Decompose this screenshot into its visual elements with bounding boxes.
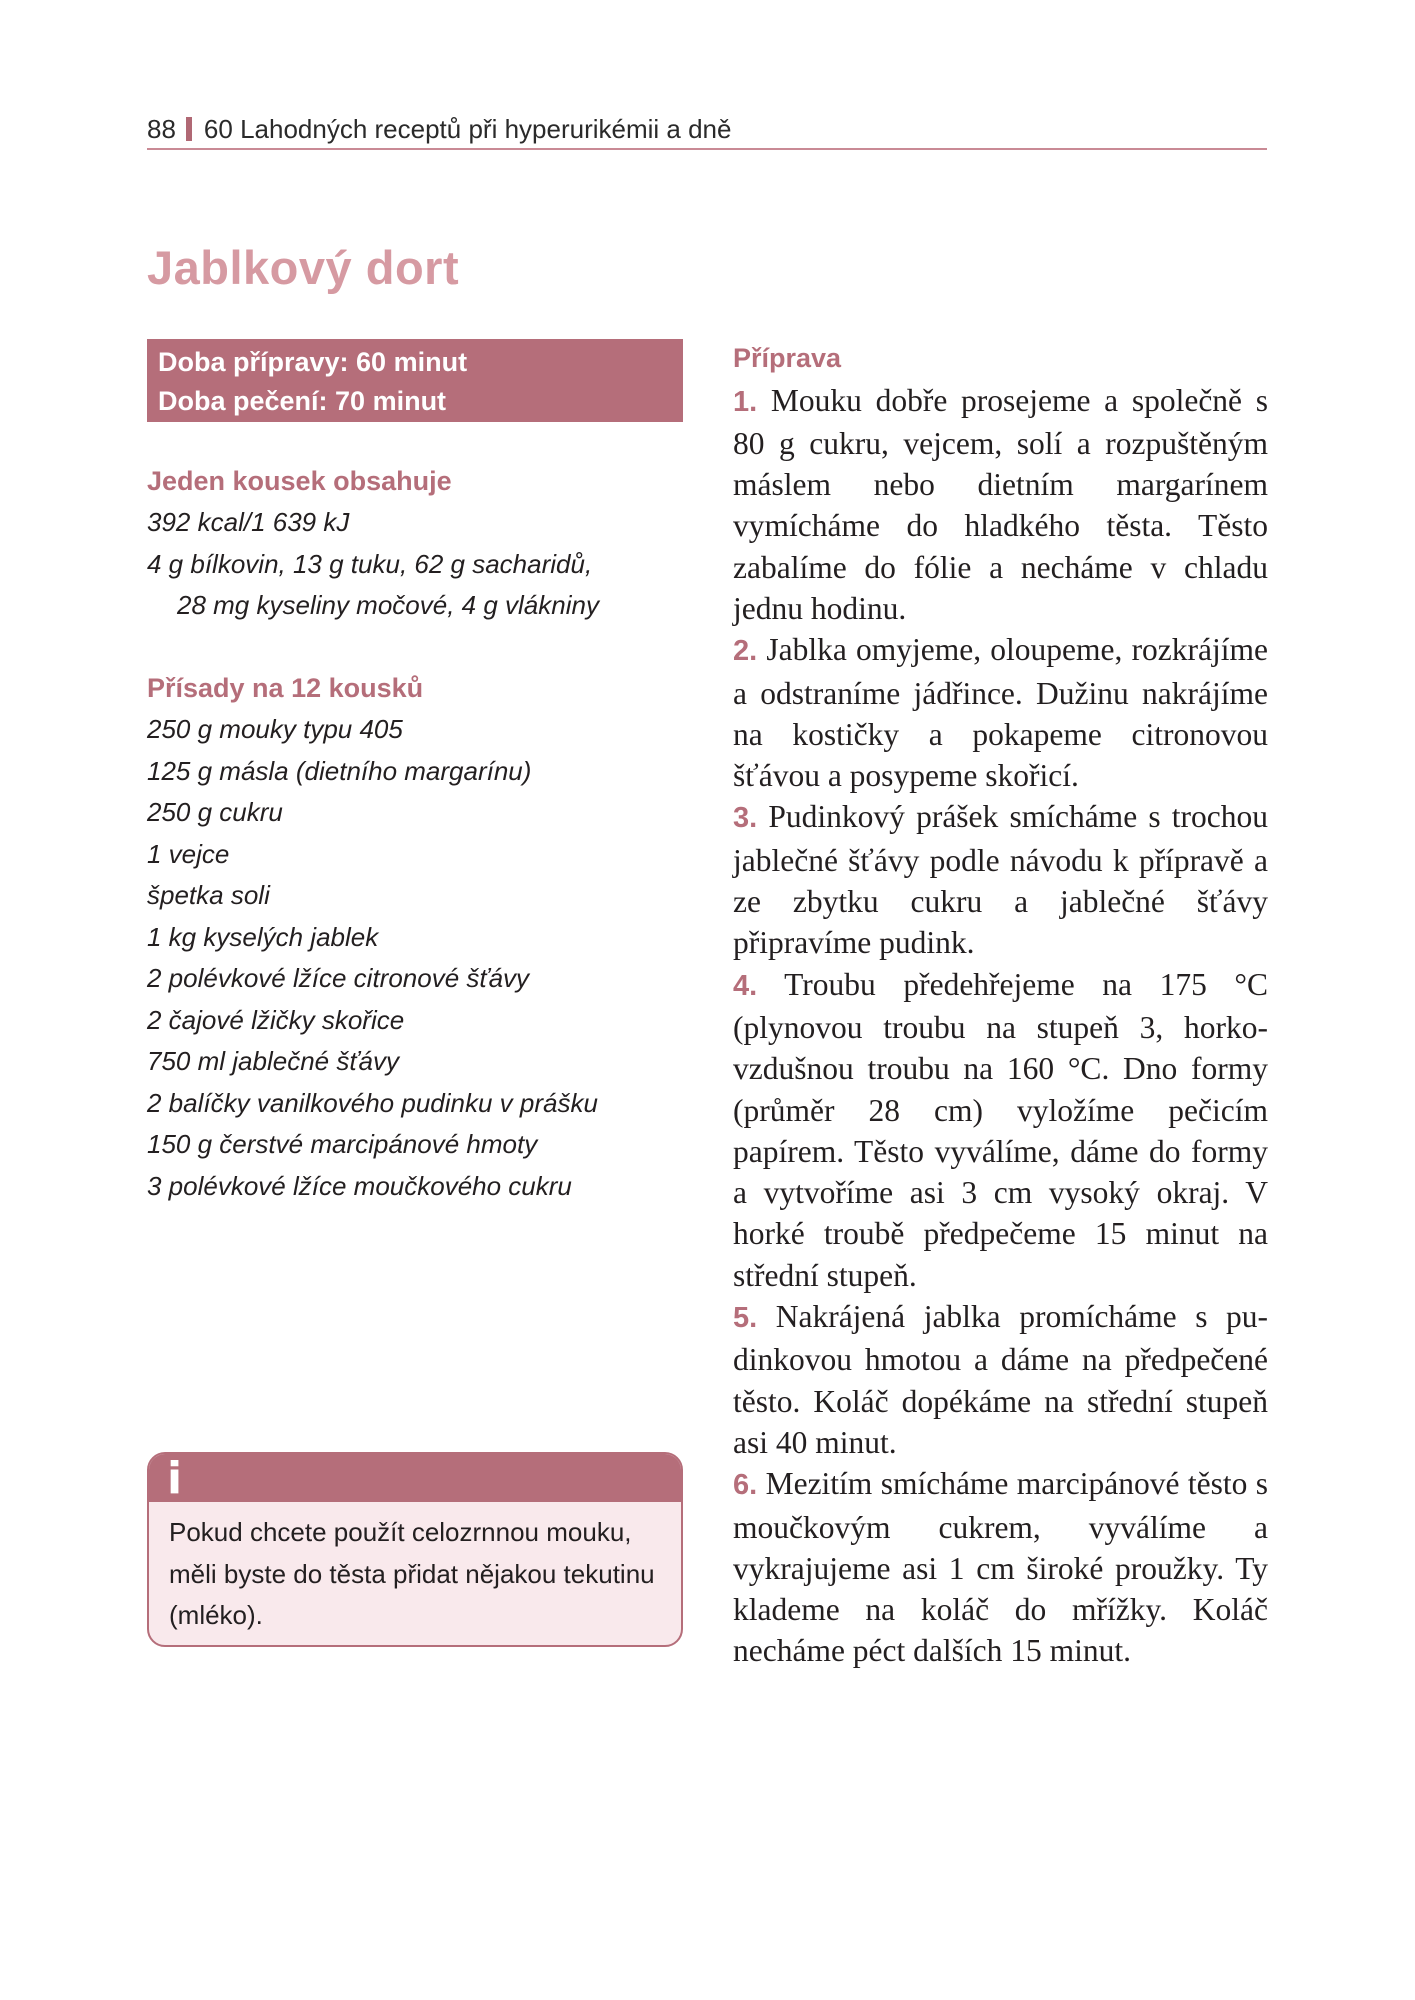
ingredient-item: 1 kg kyselých jablek bbox=[147, 921, 379, 952]
running-header bbox=[147, 110, 1267, 150]
step-text: Pudinkový prášek smícháme s trochou jablečné šťávy podle návodu k přípravě a ze zbytku cukru a jablečné šťávy připravíme pudink. bbox=[733, 799, 1269, 961]
nutrition-section bbox=[147, 461, 683, 627]
preparation-heading: Příprava bbox=[733, 343, 842, 373]
step-text: Troubu předehřejeme na 175 °C (plynovou troubu na stupeň 3, horkovzdušnou troubu na 160 °C. Dno formy (průměr 28 cm) vyložíme pečicím papírem. Těsto vyválíme, dáme do formy a vytvoříme asi 3 cm vysoký okraj. V horké troubě předpečeme 15 minut na střední stupeň. bbox=[733, 966, 1268, 1293]
preparation-step bbox=[733, 380, 1268, 630]
step-text: Mezitím smícháme marcipánové těsto s moučkovým cukrem, vyválíme a vykrajujeme asi 1 cm široké proužky. Ty klademe na koláč do mřížky. Koláč necháme péct dalších 15 minut. bbox=[733, 1466, 1268, 1669]
step-number: 1. bbox=[733, 385, 758, 418]
info-icon: i bbox=[167, 1453, 183, 1504]
ingredient-item: 250 g cukru bbox=[147, 797, 283, 827]
ingredient-item: 250 g mouky typu 405 bbox=[147, 714, 403, 744]
prep-time: Doba přípravy: 60 minut bbox=[158, 347, 468, 377]
step-text: Mouku dobře prosejeme a společně s 80 g cukru, vejcem, solí a rozpuštěným máslem nebo dietním margarínem vymícháme do hladkého těsta. Těsto zabalíme do fólie a necháme v chladu jednu hodinu. bbox=[733, 382, 1268, 626]
step-number: 6. bbox=[733, 1469, 758, 1502]
ingredient-item: 125 g másla (dietního margarínu) bbox=[147, 755, 532, 786]
recipe-title: Jablkový dort bbox=[147, 241, 460, 294]
ingredients-section bbox=[147, 668, 683, 1207]
info-box bbox=[147, 1452, 683, 1647]
page-number: 88 bbox=[147, 114, 176, 144]
ingredients-heading: Přísady na 12 kousků bbox=[147, 673, 424, 703]
preparation-step bbox=[733, 1463, 1268, 1671]
nutrition-line-2: 28 mg kyseliny močové, 4 g vlákniny bbox=[177, 590, 599, 620]
ingredient-item: 2 polévkové lžíce citronové šťávy bbox=[147, 963, 530, 993]
ingredient-item: 2 balíčky vanilkového pudinku v prášku bbox=[147, 1087, 598, 1118]
info-text: Pokud chcete použít celozrnnou mouku, měli byste do těsta přidat nějakou tekutinu (mléko). bbox=[169, 1517, 655, 1630]
ingredient-item: 2 čajové lžičky skořice bbox=[147, 1004, 405, 1035]
step-number: 4. bbox=[733, 969, 758, 1002]
step-number: 5. bbox=[733, 1302, 758, 1335]
step-text: Jablka omyjeme, oloupeme, rozkrájíme a odstraníme jádřince. Dužinu nakrájíme na kostičky a pokapeme citronovou šťávou a posypeme skořicí. bbox=[733, 632, 1268, 794]
step-text: Nakrájená jablka promícháme s pudinkovou hmotou a dáme na předpečené těsto. Koláč dopékáme na střední stupeň asi 40 minut. bbox=[733, 1299, 1268, 1460]
ingredient-item: 750 ml jablečné šťávy bbox=[147, 1046, 400, 1076]
preparation-step bbox=[733, 1296, 1268, 1463]
bake-time: Doba pečení: 70 minut bbox=[158, 386, 447, 416]
preparation-step bbox=[733, 964, 1268, 1296]
ingredient-item: 150 g čerstvé marcipánové hmoty bbox=[147, 1129, 538, 1159]
step-number: 2. bbox=[733, 635, 758, 668]
info-box-header bbox=[149, 1454, 681, 1502]
ingredient-item: 1 vejce bbox=[147, 838, 230, 869]
book-title: 60 Lahodných receptů při hyperurikémii a dně bbox=[203, 114, 732, 144]
step-number: 3. bbox=[733, 802, 758, 835]
preparation-section bbox=[733, 338, 1268, 1672]
preparation-step bbox=[733, 796, 1268, 963]
nutrition-heading: Jeden kousek obsahuje bbox=[147, 466, 452, 496]
ingredient-item: 3 polévkové lžíce moučkového cukru bbox=[147, 1170, 572, 1201]
nutrition-line-1: 4 g bílkovin, 13 g tuku, 62 g sacharidů, bbox=[147, 548, 593, 579]
nutrition-energy: 392 kcal/1 639 kJ bbox=[147, 507, 350, 537]
time-box bbox=[147, 339, 683, 422]
preparation-step bbox=[733, 629, 1268, 796]
header-separator bbox=[186, 117, 192, 141]
ingredient-item: špetka soli bbox=[147, 880, 270, 910]
